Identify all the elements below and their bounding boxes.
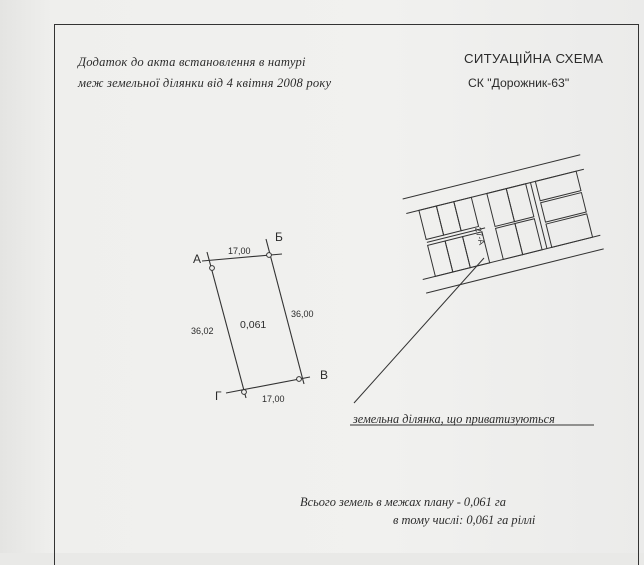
corner-label-a: А [193, 252, 202, 266]
corner-marker-b [267, 253, 272, 258]
corner-label-v: В [320, 368, 329, 382]
leader-line [354, 258, 484, 403]
side-length-bottom: 17,00 [262, 394, 285, 404]
total-land-line: Всього земель в межах плану - 0,061 га [300, 495, 506, 509]
parcel-caption: земельна ділянка, що приватизуються [353, 412, 555, 426]
corner-marker-v [297, 377, 302, 382]
header-line-2: меж земельної ділянки від 4 квітня 2008 року [78, 76, 332, 90]
corner-label-g: Г [215, 389, 222, 403]
situation-map [403, 155, 604, 293]
arable-land-line: в тому числі: 0,061 га ріллі [393, 513, 536, 527]
corner-label-b: Б [275, 230, 283, 244]
schema-title: СИТУАЦІЙНА СХЕМА [464, 51, 604, 66]
corner-marker-g [242, 390, 247, 395]
corner-marker-a [210, 266, 215, 271]
plot-area-value: 0,061 [240, 319, 267, 331]
organization-name: СК "Дорожник-63" [468, 76, 570, 90]
header-line-1: Додаток до акта встановлення в натурі [78, 55, 306, 69]
lot-number-label: 27-А [473, 226, 488, 246]
side-length-top: 17,00 [228, 246, 251, 256]
side-length-left: 36,02 [191, 326, 214, 336]
side-length-right: 36,00 [291, 309, 314, 319]
